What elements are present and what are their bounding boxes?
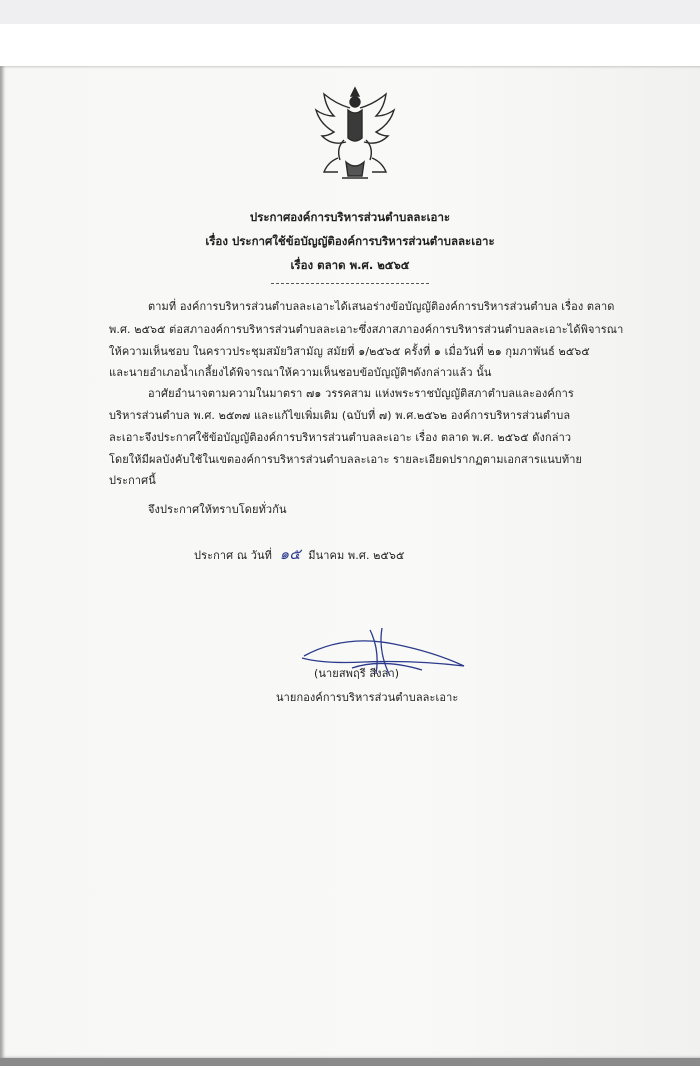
announcement-subject-detail: เรื่อง ตลาด พ.ศ. ๒๕๖๕: [290, 258, 410, 272]
paragraph-1-line-1: ตามที่ องค์การบริหารส่วนตำบลละเอาะได้เสนอร่างข้อบัญญัติองค์การบริหารส่วนตำบล เรื่อง ตลาด: [148, 300, 615, 313]
signatory-title: นายกองค์การบริหารส่วนตำบลละเอาะ: [276, 691, 459, 704]
date-day-handwritten: ๑๕: [279, 545, 301, 563]
separator-line: [271, 283, 429, 284]
paragraph-2-line-4: โดยให้มีผลบังคับใช้ในเขตองค์การบริหารส่วนตำบลละเอาะ รายละเอียดปรากฏตามเอกสารแนบท้าย: [109, 453, 583, 466]
date-line: [194, 542, 404, 566]
status-bar-area: [0, 0, 700, 24]
paragraph-2-line-2: บริหารส่วนตำบล พ.ศ. ๒๕๓๗ และแก้ไขเพิ่มเติม (ฉบับที่ ๗) พ.ศ.๒๕๖๒ องค์การบริหารส่วนตำบล: [109, 409, 571, 422]
paragraph-1-line-2: พ.ศ. ๒๕๖๕ ต่อสภาองค์การบริหารส่วนตำบลละเอาะซึ่งสภาสภาองค์การบริหารส่วนตำบลละเอาะได้พิจารณา: [109, 323, 624, 336]
signatory-name: (นายสพฤรี สีงลา): [314, 667, 400, 680]
paragraph-1-line-3: ให้ความเห็นชอบ ในคราวประชุมสมัยวิสามัญ สมัยที่ ๑/๒๕๖๕ ครั้งที่ ๑ เมื่อวันที่ ๒๑ กุมภาพันธ์ ๒๕๖๕: [109, 345, 590, 358]
paragraph-2-line-3: ละเอาะจึงประกาศใช้ข้อบัญญัติองค์การบริหารส่วนตำบลละเอาะ เรื่อง ตลาด พ.ศ. ๒๕๖๕ ดังกล่าว: [109, 431, 572, 444]
date-prefix: ประกาศ ณ วันที่: [194, 549, 272, 562]
garuda-emblem-icon: [308, 84, 402, 184]
date-suffix: มีนาคม พ.ศ. ๒๕๖๕: [308, 549, 405, 562]
paragraph-1-line-4: และนายอำเภอน้ำเกลี้ยงได้พิจารณาให้ความเห็นชอบข้อบัญญัติฯดังกล่าวแล้ว นั้น: [109, 366, 492, 379]
announcement-subject: เรื่อง ประกาศใช้ข้อบัญญัติองค์การบริหารส่วนตำบลละเอาะ: [205, 234, 495, 248]
paragraph-2-line-5: ประกาศนี้: [109, 474, 156, 487]
announcement-title: ประกาศองค์การบริหารส่วนตำบลละเอาะ: [249, 210, 451, 224]
paragraph-2-line-1: อาศัยอำนาจตามความในมาตรา ๗๑ วรรคสาม แห่งพระราชบัญญัติสภาตำบลและองค์การ: [148, 387, 574, 400]
closing-statement: จึงประกาศให้ทราบโดยทั่วกัน: [148, 503, 287, 516]
page-bottom-edge: [0, 1058, 700, 1066]
